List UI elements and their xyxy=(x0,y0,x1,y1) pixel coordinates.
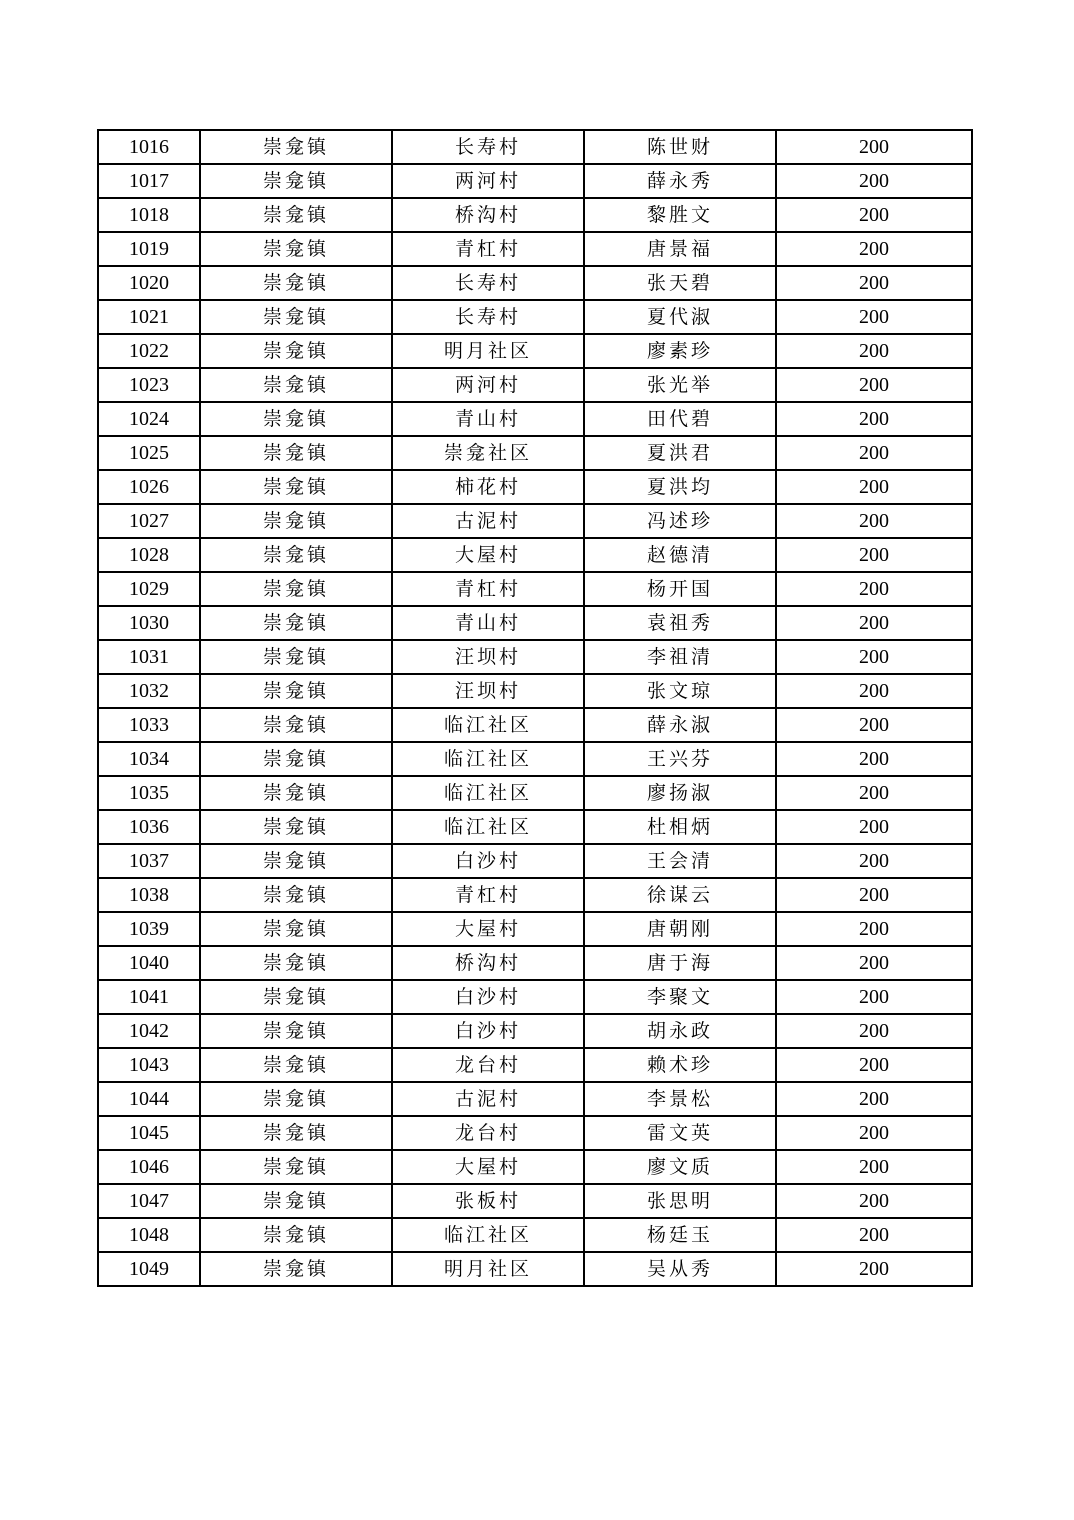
serial-number-cell: 1025 xyxy=(98,436,200,470)
person-name-cell: 薛永淑 xyxy=(584,708,776,742)
village-cell: 桥沟村 xyxy=(392,198,584,232)
village-cell: 两河村 xyxy=(392,164,584,198)
person-name-cell: 张光举 xyxy=(584,368,776,402)
town-cell: 崇龛镇 xyxy=(200,368,392,402)
table-row xyxy=(98,1184,972,1218)
serial-number-cell: 1044 xyxy=(98,1082,200,1116)
serial-number-cell: 1045 xyxy=(98,1116,200,1150)
table-row xyxy=(98,538,972,572)
serial-number-cell: 1037 xyxy=(98,844,200,878)
town-cell: 崇龛镇 xyxy=(200,334,392,368)
person-name-cell: 薛永秀 xyxy=(584,164,776,198)
person-name-cell: 杜相炳 xyxy=(584,810,776,844)
town-cell: 崇龛镇 xyxy=(200,1150,392,1184)
town-cell: 崇龛镇 xyxy=(200,1218,392,1252)
person-name-cell: 李景松 xyxy=(584,1082,776,1116)
serial-number-cell: 1027 xyxy=(98,504,200,538)
village-cell: 青山村 xyxy=(392,402,584,436)
village-cell: 长寿村 xyxy=(392,300,584,334)
person-name-cell: 袁祖秀 xyxy=(584,606,776,640)
serial-number-cell: 1023 xyxy=(98,368,200,402)
amount-cell: 200 xyxy=(776,1150,972,1184)
town-cell: 崇龛镇 xyxy=(200,538,392,572)
serial-number-cell: 1022 xyxy=(98,334,200,368)
person-name-cell: 唐朝刚 xyxy=(584,912,776,946)
serial-number-cell: 1024 xyxy=(98,402,200,436)
serial-number-cell: 1016 xyxy=(98,130,200,164)
amount-cell: 200 xyxy=(776,844,972,878)
table-row xyxy=(98,708,972,742)
serial-number-cell: 1034 xyxy=(98,742,200,776)
village-cell: 张板村 xyxy=(392,1184,584,1218)
amount-cell: 200 xyxy=(776,878,972,912)
amount-cell: 200 xyxy=(776,266,972,300)
amount-cell: 200 xyxy=(776,572,972,606)
amount-cell: 200 xyxy=(776,334,972,368)
village-cell: 白沙村 xyxy=(392,844,584,878)
amount-cell: 200 xyxy=(776,402,972,436)
village-cell: 崇龛社区 xyxy=(392,436,584,470)
serial-number-cell: 1019 xyxy=(98,232,200,266)
person-name-cell: 赵德清 xyxy=(584,538,776,572)
table-row xyxy=(98,130,972,164)
town-cell: 崇龛镇 xyxy=(200,708,392,742)
table-row xyxy=(98,334,972,368)
table-row xyxy=(98,402,972,436)
amount-cell: 200 xyxy=(776,368,972,402)
amount-cell: 200 xyxy=(776,946,972,980)
town-cell: 崇龛镇 xyxy=(200,504,392,538)
town-cell: 崇龛镇 xyxy=(200,878,392,912)
table-row xyxy=(98,844,972,878)
serial-number-cell: 1021 xyxy=(98,300,200,334)
town-cell: 崇龛镇 xyxy=(200,742,392,776)
amount-cell: 200 xyxy=(776,640,972,674)
village-cell: 青杠村 xyxy=(392,878,584,912)
serial-number-cell: 1039 xyxy=(98,912,200,946)
person-name-cell: 杨开国 xyxy=(584,572,776,606)
town-cell: 崇龛镇 xyxy=(200,164,392,198)
serial-number-cell: 1043 xyxy=(98,1048,200,1082)
town-cell: 崇龛镇 xyxy=(200,1048,392,1082)
village-cell: 长寿村 xyxy=(392,266,584,300)
amount-cell: 200 xyxy=(776,164,972,198)
person-name-cell: 夏洪均 xyxy=(584,470,776,504)
village-cell: 临江社区 xyxy=(392,708,584,742)
serial-number-cell: 1031 xyxy=(98,640,200,674)
person-name-cell: 吴从秀 xyxy=(584,1252,776,1286)
village-cell: 临江社区 xyxy=(392,1218,584,1252)
village-cell: 古泥村 xyxy=(392,1082,584,1116)
town-cell: 崇龛镇 xyxy=(200,1082,392,1116)
town-cell: 崇龛镇 xyxy=(200,674,392,708)
serial-number-cell: 1048 xyxy=(98,1218,200,1252)
village-cell: 桥沟村 xyxy=(392,946,584,980)
village-cell: 汪坝村 xyxy=(392,674,584,708)
table-row xyxy=(98,912,972,946)
amount-cell: 200 xyxy=(776,1082,972,1116)
table-row xyxy=(98,1218,972,1252)
amount-cell: 200 xyxy=(776,1116,972,1150)
table-row xyxy=(98,572,972,606)
table-row xyxy=(98,776,972,810)
person-name-cell: 李祖清 xyxy=(584,640,776,674)
person-name-cell: 张天碧 xyxy=(584,266,776,300)
serial-number-cell: 1049 xyxy=(98,1252,200,1286)
amount-cell: 200 xyxy=(776,130,972,164)
town-cell: 崇龛镇 xyxy=(200,810,392,844)
person-name-cell: 廖素珍 xyxy=(584,334,776,368)
town-cell: 崇龛镇 xyxy=(200,572,392,606)
village-cell: 两河村 xyxy=(392,368,584,402)
table-row xyxy=(98,1048,972,1082)
serial-number-cell: 1028 xyxy=(98,538,200,572)
town-cell: 崇龛镇 xyxy=(200,436,392,470)
amount-cell: 200 xyxy=(776,504,972,538)
table-row xyxy=(98,368,972,402)
town-cell: 崇龛镇 xyxy=(200,1014,392,1048)
amount-cell: 200 xyxy=(776,232,972,266)
subsidy-list-table xyxy=(97,129,973,1287)
person-name-cell: 黎胜文 xyxy=(584,198,776,232)
serial-number-cell: 1046 xyxy=(98,1150,200,1184)
table-row xyxy=(98,640,972,674)
table-row xyxy=(98,946,972,980)
person-name-cell: 张文琼 xyxy=(584,674,776,708)
amount-cell: 200 xyxy=(776,1048,972,1082)
table-row xyxy=(98,878,972,912)
town-cell: 崇龛镇 xyxy=(200,640,392,674)
table-row xyxy=(98,980,972,1014)
person-name-cell: 雷文英 xyxy=(584,1116,776,1150)
amount-cell: 200 xyxy=(776,810,972,844)
table-row xyxy=(98,1014,972,1048)
village-cell: 大屋村 xyxy=(392,1150,584,1184)
town-cell: 崇龛镇 xyxy=(200,912,392,946)
person-name-cell: 夏代淑 xyxy=(584,300,776,334)
amount-cell: 200 xyxy=(776,1252,972,1286)
amount-cell: 200 xyxy=(776,1184,972,1218)
table-row xyxy=(98,606,972,640)
person-name-cell: 唐于海 xyxy=(584,946,776,980)
amount-cell: 200 xyxy=(776,606,972,640)
village-cell: 明月社区 xyxy=(392,334,584,368)
town-cell: 崇龛镇 xyxy=(200,130,392,164)
amount-cell: 200 xyxy=(776,198,972,232)
village-cell: 龙台村 xyxy=(392,1048,584,1082)
person-name-cell: 陈世财 xyxy=(584,130,776,164)
town-cell: 崇龛镇 xyxy=(200,300,392,334)
person-name-cell: 廖扬淑 xyxy=(584,776,776,810)
serial-number-cell: 1032 xyxy=(98,674,200,708)
serial-number-cell: 1018 xyxy=(98,198,200,232)
amount-cell: 200 xyxy=(776,300,972,334)
person-name-cell: 王会清 xyxy=(584,844,776,878)
person-name-cell: 夏洪君 xyxy=(584,436,776,470)
village-cell: 白沙村 xyxy=(392,1014,584,1048)
table-row xyxy=(98,300,972,334)
amount-cell: 200 xyxy=(776,776,972,810)
amount-cell: 200 xyxy=(776,436,972,470)
village-cell: 明月社区 xyxy=(392,1252,584,1286)
village-cell: 临江社区 xyxy=(392,776,584,810)
village-cell: 临江社区 xyxy=(392,742,584,776)
town-cell: 崇龛镇 xyxy=(200,1184,392,1218)
amount-cell: 200 xyxy=(776,912,972,946)
serial-number-cell: 1030 xyxy=(98,606,200,640)
village-cell: 柿花村 xyxy=(392,470,584,504)
person-name-cell: 王兴芬 xyxy=(584,742,776,776)
serial-number-cell: 1047 xyxy=(98,1184,200,1218)
serial-number-cell: 1041 xyxy=(98,980,200,1014)
serial-number-cell: 1042 xyxy=(98,1014,200,1048)
person-name-cell: 李聚文 xyxy=(584,980,776,1014)
serial-number-cell: 1036 xyxy=(98,810,200,844)
village-cell: 古泥村 xyxy=(392,504,584,538)
table-row xyxy=(98,1082,972,1116)
amount-cell: 200 xyxy=(776,674,972,708)
village-cell: 临江社区 xyxy=(392,810,584,844)
amount-cell: 200 xyxy=(776,708,972,742)
table-row xyxy=(98,674,972,708)
serial-number-cell: 1020 xyxy=(98,266,200,300)
person-name-cell: 张思明 xyxy=(584,1184,776,1218)
person-name-cell: 田代碧 xyxy=(584,402,776,436)
town-cell: 崇龛镇 xyxy=(200,606,392,640)
amount-cell: 200 xyxy=(776,538,972,572)
village-cell: 龙台村 xyxy=(392,1116,584,1150)
person-name-cell: 杨廷玉 xyxy=(584,1218,776,1252)
town-cell: 崇龛镇 xyxy=(200,402,392,436)
table-row xyxy=(98,198,972,232)
person-name-cell: 冯述珍 xyxy=(584,504,776,538)
town-cell: 崇龛镇 xyxy=(200,266,392,300)
serial-number-cell: 1033 xyxy=(98,708,200,742)
amount-cell: 200 xyxy=(776,1014,972,1048)
serial-number-cell: 1038 xyxy=(98,878,200,912)
table-row xyxy=(98,164,972,198)
town-cell: 崇龛镇 xyxy=(200,980,392,1014)
table-row xyxy=(98,1150,972,1184)
town-cell: 崇龛镇 xyxy=(200,1252,392,1286)
town-cell: 崇龛镇 xyxy=(200,776,392,810)
table-row xyxy=(98,1252,972,1286)
serial-number-cell: 1029 xyxy=(98,572,200,606)
table-row xyxy=(98,470,972,504)
serial-number-cell: 1040 xyxy=(98,946,200,980)
amount-cell: 200 xyxy=(776,980,972,1014)
village-cell: 大屋村 xyxy=(392,538,584,572)
serial-number-cell: 1017 xyxy=(98,164,200,198)
town-cell: 崇龛镇 xyxy=(200,232,392,266)
town-cell: 崇龛镇 xyxy=(200,844,392,878)
serial-number-cell: 1035 xyxy=(98,776,200,810)
town-cell: 崇龛镇 xyxy=(200,1116,392,1150)
table-row xyxy=(98,504,972,538)
serial-number-cell: 1026 xyxy=(98,470,200,504)
person-name-cell: 胡永政 xyxy=(584,1014,776,1048)
amount-cell: 200 xyxy=(776,742,972,776)
table-row xyxy=(98,266,972,300)
village-cell: 青杠村 xyxy=(392,572,584,606)
person-name-cell: 廖文质 xyxy=(584,1150,776,1184)
village-cell: 青杠村 xyxy=(392,232,584,266)
table-body xyxy=(98,130,972,1286)
table-row xyxy=(98,742,972,776)
village-cell: 长寿村 xyxy=(392,130,584,164)
amount-cell: 200 xyxy=(776,1218,972,1252)
town-cell: 崇龛镇 xyxy=(200,946,392,980)
amount-cell: 200 xyxy=(776,470,972,504)
village-cell: 大屋村 xyxy=(392,912,584,946)
person-name-cell: 徐谋云 xyxy=(584,878,776,912)
town-cell: 崇龛镇 xyxy=(200,470,392,504)
table-row xyxy=(98,232,972,266)
village-cell: 汪坝村 xyxy=(392,640,584,674)
town-cell: 崇龛镇 xyxy=(200,198,392,232)
table-row xyxy=(98,1116,972,1150)
person-name-cell: 赖术珍 xyxy=(584,1048,776,1082)
table-row xyxy=(98,436,972,470)
village-cell: 白沙村 xyxy=(392,980,584,1014)
village-cell: 青山村 xyxy=(392,606,584,640)
table-row xyxy=(98,810,972,844)
person-name-cell: 唐景福 xyxy=(584,232,776,266)
